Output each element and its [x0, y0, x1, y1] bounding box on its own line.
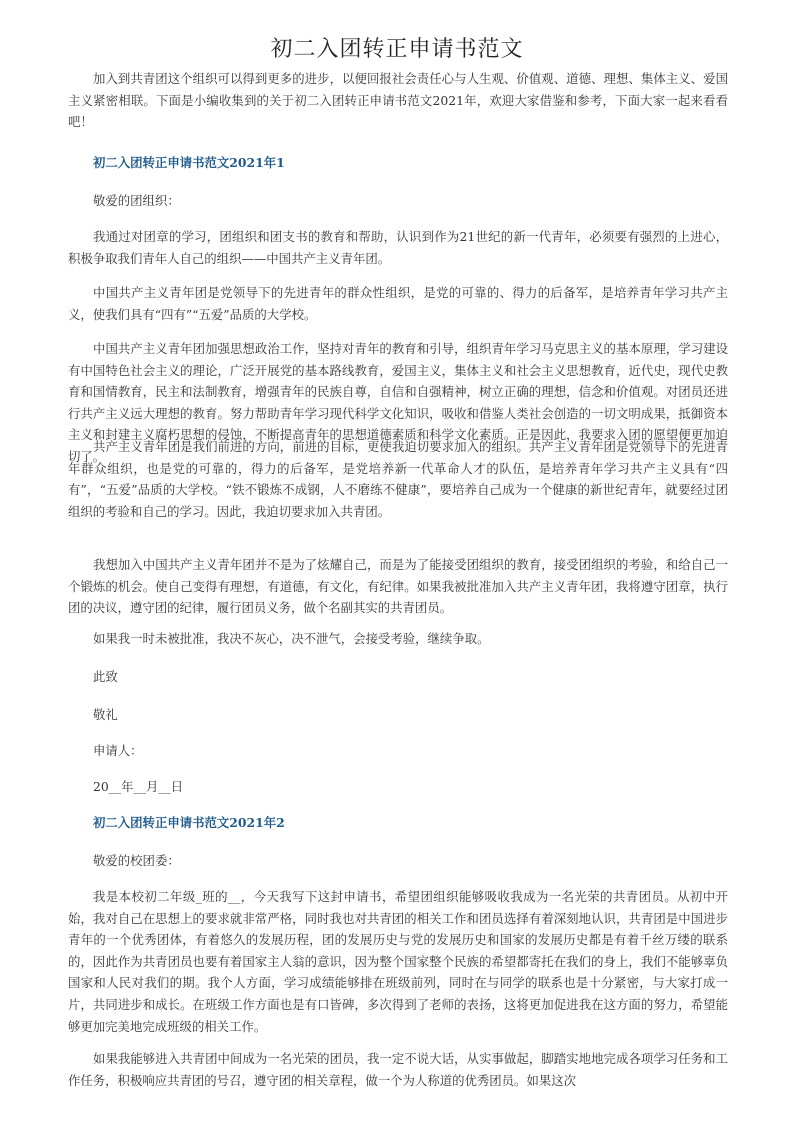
section-2-paragraph-2: 如果我能够进入共青团中间成为一名光荣的团员，我一定不说大话，从实事做起，脚踏实地地完成各项学习任务和工作任务，积极响应共青团的号召，遵守团的相关章程，做一个为人称道的优秀团员。如果这次 — [68, 1051, 728, 1088]
section-1-paragraph-6: 如果我一时未被批准，我决不灰心，决不泄气，会接受考验，继续争取。 — [93, 631, 490, 646]
section-2-paragraph-1: 我是本校初二年级_班的__，今天我写下这封申请书，希望团组织能够吸收我成为一名光荣的共青团员。从初中开始，我对自己在思想上的要求就非常严格，同时我也对共青团的相关工作和团员选择有着深刻地认识，共青团是中国进步青年的一个优秀团体，有着悠久的发展历程，团的发展历史与党的发展历史和国家的发展历史都是有着千丝万缕的联系的，因此作为共青团员也要有着国家主人翁的意识，因为整个国家整个民族的希望都寄托在我们的身上，我们不能够辜负国家和人民对我们的期。我个人方面，学习成绩能够排在班级前列，同时在与同学的联系也是十分紧密，与大家打成一片，共同进步和成长。在班级工作方面也是有口皆碑，多次得到了老师的表扬，这将更加促进我在这方面的努力，希望能够更加完美地完成班级的相关工作。 — [68, 889, 728, 1034]
date-line: 20__年__月__日 — [93, 779, 184, 794]
section-1-salutation: 敬爱的团组织： — [93, 193, 180, 208]
section-1-paragraph-4: 共产主义青年团是我们前进的方向，前进的目标，更使我迫切要求加入的组织。共产主义青年团是党领导下的先进青年群众组织，也是党的可靠的，得力的后备军，是党培养新一代革命人才的队伍，是培养青年学习共产主义具有“四有”，“五爱”品质的大学校。“铁不锻炼不成钢，人不磨练不健康”，要培养自己成为一个健康的新世纪青年，就要经过团组织的考验和自己的学习。因此，我迫切要求加入共青团。 — [68, 439, 728, 519]
section-1-paragraph-3: 中国共产主义青年团加强思想政治工作，坚持对青年的教育和引导，组织青年学习马克思主义的基本原理，学习建设有中国特色社会主义的理论，广泛开展党的基本路线教育，爱国主义，集体主义和社会主义思想教育，近代史，现代史教育和国情教育，民主和法制教育，增强青年的民族自尊，自信和自强精神，树立正确的理想，信念和价值观。对团员还进行共产主义远大理想的教育。努力帮助青年学习现代科学文化知识，吸收和借鉴人类社会创造的一切文明成果，抵御资本主义和封建主义腐朽思想的侵蚀，不断提高青年的思想道德素质和科学文化素质。正是因此，我要求入团的愿望便更加迫切了。 — [68, 341, 728, 464]
page-title: 初二入团转正申请书范文 — [270, 37, 524, 62]
section-1-paragraph-5: 我想加入中国共产主义青年团并不是为了炫耀自己，而是为了能接受团组织的教育，接受团组织的考验，和给自己一个锻炼的机会。使自己变得有理想，有道德，有文化，有纪律。如果我被批准加入共产主义青年团，我将遵守团章，执行团的决议，遵守团的纪律，履行团员义务，做个名副其实的共青团员。 — [68, 557, 728, 616]
intro-paragraph: 加入到共青团这个组织可以得到更多的进步，以便回报社会责任心与人生观、价值观、道德、理想、集体主义、爱国主义紧密相联。下面是小编收集到的关于初二入团转正申请书范文2021年，欢迎大家借鉴和参考，下面大家一起来看看吧！ — [68, 71, 728, 130]
applicant-label: 申请人： — [93, 743, 143, 758]
section-1-paragraph-1: 我通过对团章的学习，团组织和团支书的教育和帮助，认识到作为21世纪的新一代青年，必须要有强烈的上进心，积极争取我们青年人自己的组织——中国共产主义青年团。 — [68, 229, 728, 266]
closing-jingli: 敬礼 — [93, 707, 118, 722]
section-2-heading: 初二入团转正申请书范文2021年2 — [93, 815, 285, 830]
closing-cizhi: 此致 — [93, 669, 118, 684]
section-1-paragraph-2: 中国共产主义青年团是党领导下的先进青年的群众性组织，是党的可靠的、得力的后备军，是培养青年学习共产主义，使我们具有“四有”“五爱”品质的大学校。 — [68, 285, 728, 322]
section-2-salutation: 敬爱的校团委： — [93, 853, 180, 868]
section-1-heading: 初二入团转正申请书范文2021年1 — [93, 155, 285, 170]
